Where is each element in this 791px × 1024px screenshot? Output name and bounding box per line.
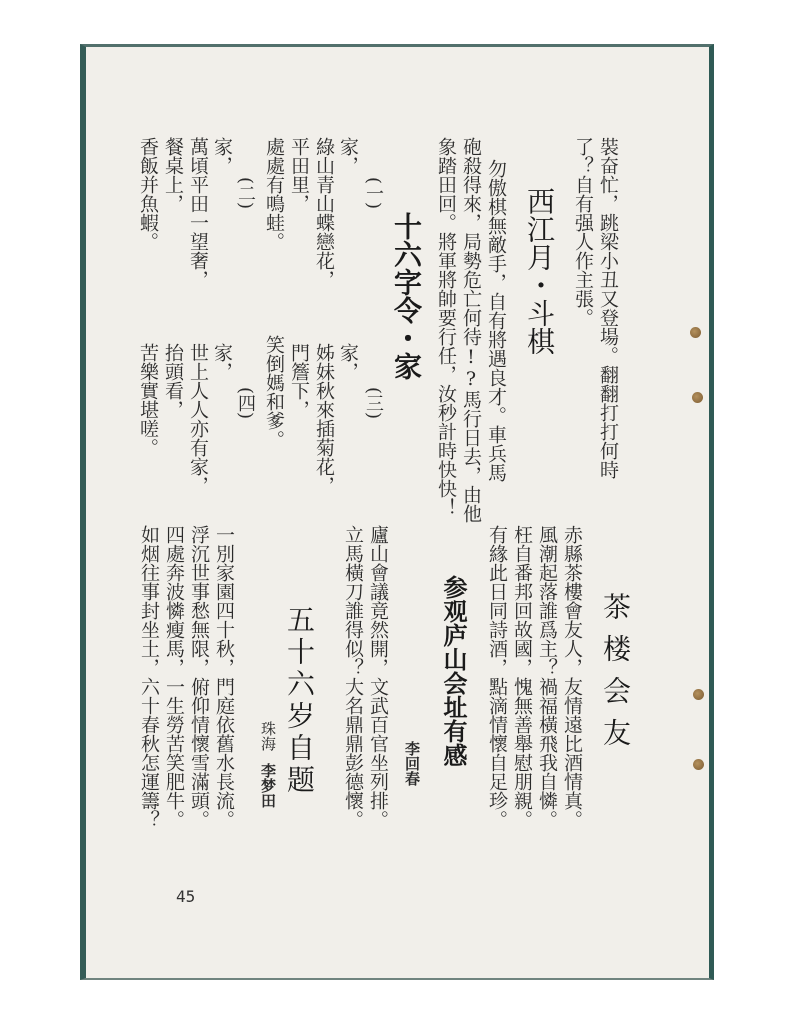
poem-line: 浮沉世事愁無限，俯仰情懷雪滿頭。 [188, 525, 210, 829]
poem-line: 綠山青山蝶戀花， [313, 137, 335, 289]
section-marker: (四) [235, 387, 256, 420]
poem-line: 裝奋忙，跳梁小丑又登場。翻翻打打何時 [597, 137, 619, 479]
poem-line: 廬山會議竟然開，文武百官坐列排。 [367, 525, 389, 829]
poem-line: 家， [211, 137, 233, 175]
poem-line: 家， [211, 343, 233, 381]
poem-line: 平田里， [288, 137, 310, 213]
poem-line: 象踏田回。將軍將帥要行任，汝秒計時快快！ [435, 137, 457, 517]
poem-line: 立馬橫刀誰得似？大名鼎鼎彭德懷。 [342, 525, 364, 829]
poem-line: 風潮起落誰爲主？禍福橫飛我自憐。 [536, 525, 558, 829]
poem-line: 處處有鳴蛙。 [263, 137, 285, 251]
poem-title-xijiangyue: 西江月・斗棋 [523, 187, 556, 355]
poem-line: 一別家園四十秋，門庭依舊水長流。 [213, 525, 235, 829]
section-marker: (一) [363, 177, 384, 210]
poem-line: 赤縣茶樓會友人，友情遠比酒情真。 [561, 525, 583, 829]
poem-line: 世上人人亦有家， [187, 343, 209, 495]
poem-line: 門簷下， [288, 343, 310, 419]
poem-line: 四處奔波憐瘦馬，一生勞苦笑肥牛。 [163, 525, 185, 829]
poem-line: 家， [337, 343, 359, 381]
page-number: 45 [176, 887, 196, 906]
poem-line: 枉自番邦回故國，愧無善舉慰朋親。 [511, 525, 533, 829]
stain-mark [693, 759, 704, 770]
poem-line: 餐桌上， [162, 137, 184, 213]
author-name: 李梦田 [259, 763, 277, 808]
stain-mark [690, 327, 701, 338]
poem-line: 笑倒媽和爹。 [263, 335, 285, 449]
poem-line: 有緣此日同詩酒，點滴情懷自足珍。 [486, 525, 508, 829]
poem-line: 了？自有强人作主張。 [572, 137, 594, 327]
poem-line: 苦樂實堪嗟。 [137, 343, 159, 457]
section-marker: (三) [363, 387, 384, 420]
stain-mark [693, 689, 704, 700]
book-page [80, 44, 714, 980]
poem-line: 如烟往事封坐土，六十春秋怎運籌？ [138, 525, 160, 829]
poem-line: 砲殺得來，局勢危亡何待!?馬行日去，由他 [460, 137, 482, 523]
stain-mark [692, 392, 703, 403]
poem-title-wushiliu: 五十六岁自题 [283, 605, 316, 797]
section-marker: (二) [235, 177, 256, 210]
poem-line: 香飯并魚蝦。 [137, 137, 159, 251]
poem-title-lushan: 参观庐山会址有感 [439, 575, 468, 767]
poem-line: 勿傲棋無敵手，自有將遇良才。車兵馬 [485, 159, 507, 482]
author-name: 李回春 [403, 741, 421, 786]
poem-line: 姊妹秋來插菊花， [313, 343, 335, 495]
poem-line: 萬頃平田一望奢， [187, 137, 209, 289]
poem-title-chalou: 茶楼会友 [599, 592, 632, 760]
poem-line: 抬頭看， [162, 343, 184, 419]
author-place: 珠海 [259, 721, 277, 751]
poem-title-shiliuzi: 十六字令・家 [390, 212, 423, 380]
poem-line: 家， [337, 137, 359, 175]
